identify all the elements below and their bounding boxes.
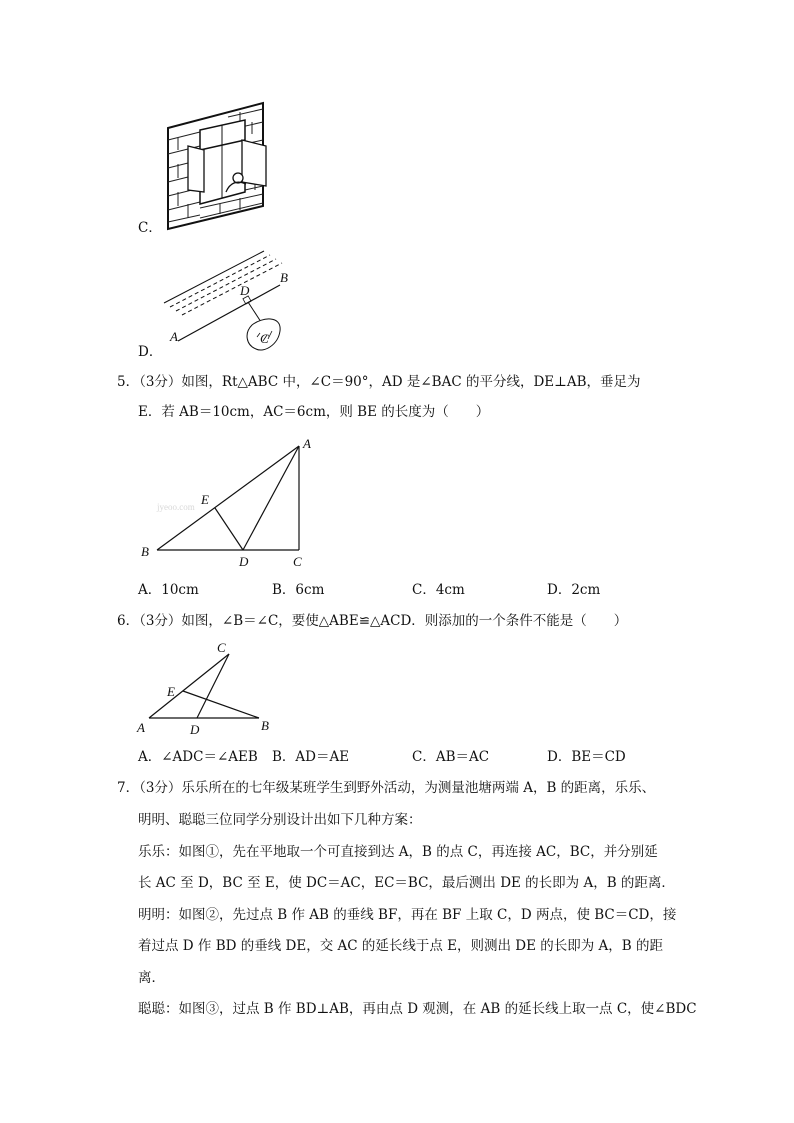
q7-line-4: 长 AC 至 D，BC 至 E，使 DC＝AC，EC＝BC，最后测出 DE 的长即为 A，B 的距离． — [138, 875, 675, 891]
window-wall-figure — [160, 100, 270, 232]
fig-d-label-d: D — [240, 283, 250, 298]
q6-label-e: E — [167, 684, 175, 699]
q4-option-d-label: D． — [138, 344, 163, 360]
q5-stem-line2: E．若 AB＝10cm，AC＝6cm，则 BE 的长度为（ ） — [138, 404, 490, 420]
q6-label-c: C — [217, 640, 226, 655]
q5-stem-line1: 5．（3分）如图，Rt△ABC 中，∠C＝90°，AD 是∠BAC 的平分线，DE⊥AB，垂足为 — [117, 374, 641, 390]
q5-option-b[interactable]: B．6cm — [272, 582, 325, 598]
q7-line-6: 着过点 D 作 BD 的垂线 DE，交 AC 的延长线于点 E，则测出 DE 的长即为 A，B 的距 — [138, 938, 664, 954]
q6-option-b[interactable]: B．AD＝AE — [272, 749, 350, 765]
fig-d-label-b: B — [280, 270, 288, 285]
q6-label-b: B — [261, 718, 269, 733]
fig-d-label-c: C — [260, 331, 269, 346]
q6-triangle-figure — [135, 638, 285, 738]
q5-triangle-figure — [135, 432, 325, 572]
q6-label-a: A — [137, 720, 145, 735]
q5-label-d: D — [239, 554, 249, 569]
q7-line-8: 聪聪：如图③，过点 B 作 BD⊥AB，再由点 D 观测，在 AB 的延长线上取一点 C，使∠BDC — [138, 1001, 697, 1017]
fig-d-label-a: A — [170, 329, 178, 344]
q5-option-a[interactable]: A．10cm — [138, 582, 199, 598]
q4-option-c-label: C． — [138, 220, 162, 236]
q7-line-3: 乐乐：如图①，先在平地取一个可直接到达 A，B 的点 C，再连接 AC，BC，并分别延 — [138, 844, 658, 860]
q5-option-d[interactable]: D．2cm — [547, 582, 601, 598]
q6-option-d[interactable]: D．BE＝CD — [547, 749, 626, 765]
road-pond-figure — [160, 245, 300, 360]
q6-option-a[interactable]: A．∠ADC＝∠AEB — [138, 749, 258, 765]
q7-line-2: 明明、聪聪三位同学分别设计出如下几种方案： — [138, 812, 422, 828]
q7-line-1: 7．（3分）乐乐所在的七年级某班学生到野外活动，为测量池塘两端 A，B 的距离，乐乐、 — [117, 780, 656, 796]
q6-option-c[interactable]: C．AB＝AC — [412, 749, 490, 765]
q7-line-7: 离． — [138, 970, 165, 986]
q5-label-b: B — [141, 544, 149, 559]
q5-label-a: A — [303, 436, 311, 451]
q7-line-5: 明明：如图②，先过点 B 作 AB 的垂线 BF，再在 BF 上取 C，D 两点，使 BC＝CD，接 — [138, 907, 677, 923]
q6-label-d: D — [190, 722, 200, 737]
q5-option-c[interactable]: C．4cm — [412, 582, 465, 598]
q6-stem: 6．（3分）如图，∠B＝∠C，要使△ABE≌△ACD．则添加的一个条件不能是（ ） — [117, 613, 628, 629]
q5-watermark: jyeoo.com — [157, 502, 195, 512]
q5-label-c: C — [293, 554, 302, 569]
q5-label-e: E — [201, 492, 209, 507]
